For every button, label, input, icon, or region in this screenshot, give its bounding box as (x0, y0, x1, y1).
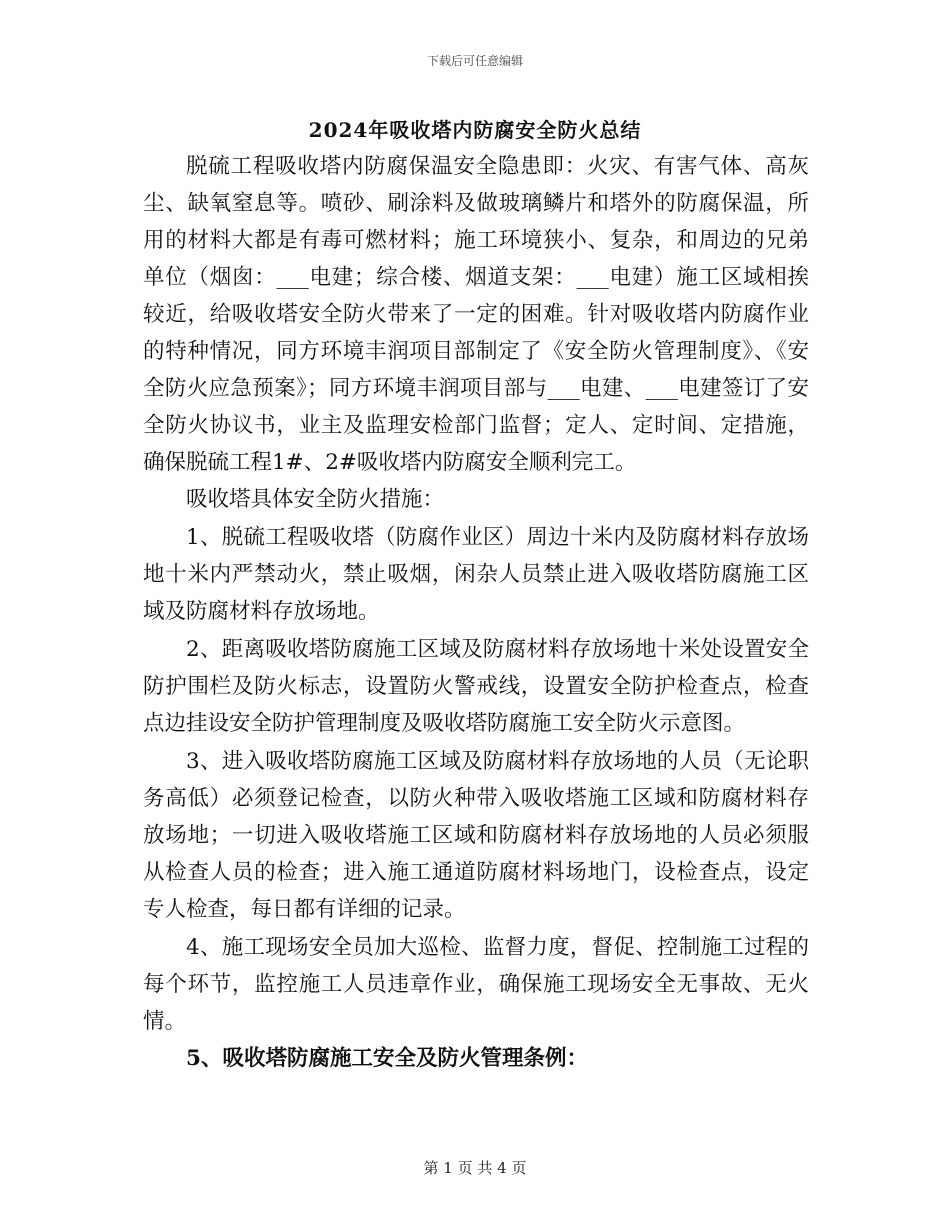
paragraph-measures-heading: 吸收塔具体安全防火措施： (186, 487, 445, 512)
paragraph-measure-4: 4、施工现场安全员加大巡检、监督力度，督促、控制施工过程的每个环节，监控施工人员违章作业，确保施工现场安全无事故、无火情。 (143, 935, 809, 1034)
paragraph-measure-3: 3、进入吸收塔防腐施工区域及防腐材料存放场地的人员（无论职务高低）必须登记检查，以防火种带入吸收塔施工区域和防腐材料存放场地；一切进入吸收塔施工区域和防腐材料存放场地的人员必须服从检查人员的检查；进入施工通道防腐材料场地门，设检查点，设定专人检查，每日都有详细的记录。 (143, 749, 809, 922)
paragraph-measure-1: 1、脱硫工程吸收塔（防腐作业区）周边十米内及防腐材料存放场地十米内严禁动火，禁止吸烟，闲杂人员禁止进入吸收塔防腐施工区域及防腐材料存放场地。 (143, 525, 809, 624)
page-number: 第 1 页 共 4 页 (423, 1159, 527, 1177)
header-note: 下载后可任意编辑 (426, 54, 523, 68)
document-body (143, 148, 809, 1040)
document-title: 2024年吸收塔内防腐安全防火总结 (308, 118, 642, 142)
section-heading: 5、吸收塔防腐施工安全及防火管理条例： (186, 1046, 588, 1071)
paragraph-measure-2: 2、距离吸收塔防腐施工区域及防腐材料存放场地十米处设置安全防护围栏及防火标志，设置防火警戒线，设置安全防护检查点，检查点边挂设安全防护管理制度及吸收塔防腐施工安全防火示意图。 (143, 637, 809, 736)
paragraph-intro: 脱硫工程吸收塔内防腐保温安全隐患即：火灾、有害气体、高灰尘、缺氧窒息等。喷砂、刷涂料及做玻璃鳞片和塔外的防腐保温，所用的材料大都是有毒可燃材料；施工环境狭小、复杂，和周边的兄弟单位（烟囱：___电建；综合楼、烟道支架：___电建）施工区域相挨较近，给吸收塔安全防火带来了一定的困难。针对吸收塔内防腐作业的特种情况，同方环境丰润项目部制定了《安全防火管理制度》、《安全防火应急预案》；同方环境丰润项目部与___电建、___电建签订了安全防火协议书，业主及监理安检部门监督；定人、定时间、定措施，确保脱硫工程1#、2#吸收塔内防腐安全顺利完工。 (143, 154, 809, 475)
